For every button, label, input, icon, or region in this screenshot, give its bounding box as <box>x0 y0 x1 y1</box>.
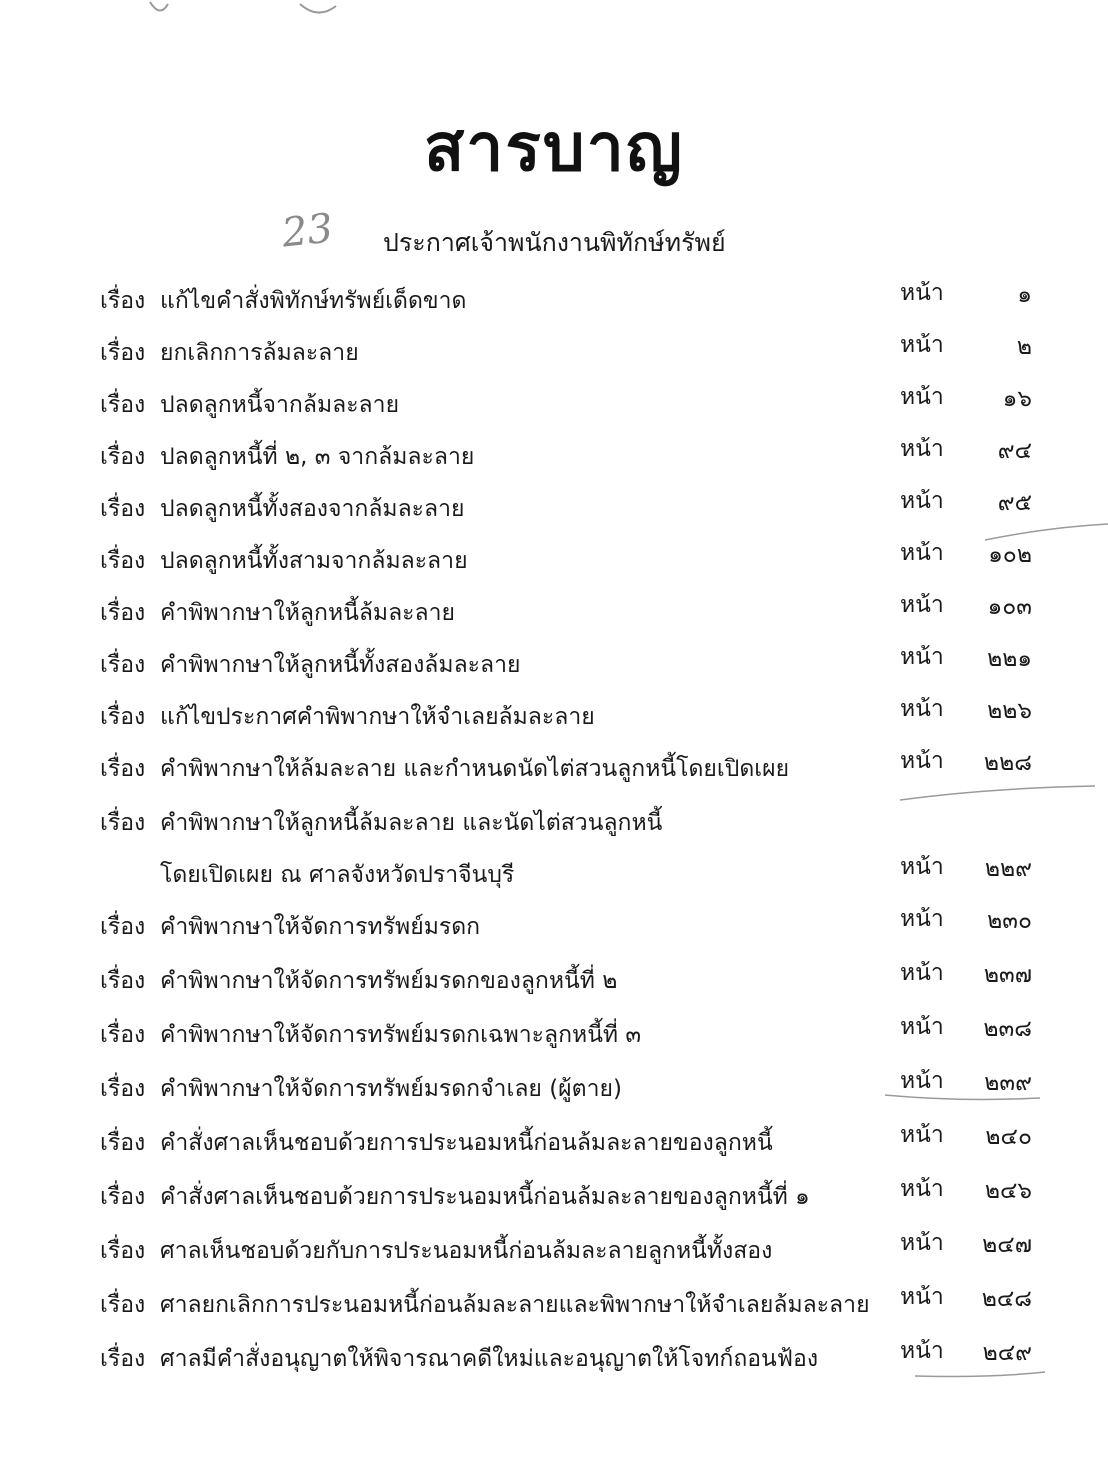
entry-keyword: เรื่อง <box>100 704 146 730</box>
page-label: หน้า <box>900 280 944 306</box>
page-label: หน้า <box>900 748 944 774</box>
entry-keyword: เรื่อง <box>100 1130 146 1156</box>
page-label: หน้า <box>900 1338 944 1364</box>
page-number: ๒๓๗ <box>983 962 1032 988</box>
page-number: ๑๐๓ <box>987 594 1032 620</box>
entry-keyword: เรื่อง <box>100 496 146 522</box>
page-number: ๒ <box>1016 334 1032 360</box>
entry-keyword: เรื่อง <box>100 1076 146 1102</box>
page-number: ๙๕ <box>997 490 1032 516</box>
page-label: หน้า <box>900 1284 944 1310</box>
page-number: ๒๒๘ <box>983 750 1032 776</box>
entry-title: คำสั่งศาลเห็นชอบด้วยการประนอมหนี้ก่อนล้มละลายของลูกหนี้ <box>160 1130 773 1156</box>
entry-title: ยกเลิกการล้มละลาย <box>160 340 359 366</box>
page-number: ๒๒๖ <box>987 698 1032 724</box>
entry-title: คำพิพากษาให้ลูกหนี้ล้มละลาย และนัดไต่สวนลูกหนี้ <box>160 810 663 836</box>
entry-title: คำพิพากษาให้จัดการทรัพย์มรดกเฉพาะลูกหนี้ที่ ๓ <box>160 1022 642 1048</box>
entry-keyword: เรื่อง <box>100 1184 146 1210</box>
page-number: ๒๔๘ <box>981 1286 1032 1312</box>
entry-title: ปลดลูกหนี้ทั้งสองจากล้มละลาย <box>160 496 465 522</box>
entry-title: คำพิพากษาให้ลูกหนี้ล้มละลาย <box>160 600 456 626</box>
entry-title: คำพิพากษาให้ลูกหนี้ทั้งสองล้มละลาย <box>160 652 521 678</box>
pen-stroke <box>915 1372 1045 1377</box>
entry-title: คำสั่งศาลเห็นชอบด้วยการประนอมหนี้ก่อนล้มละลายของลูกหนี้ที่ ๑ <box>160 1184 810 1210</box>
page-title: สารบาญ <box>424 109 684 186</box>
entry-keyword: เรื่อง <box>100 1022 146 1048</box>
entry-keyword: เรื่อง <box>100 968 146 994</box>
page-label: หน้า <box>900 644 944 670</box>
page-label: หน้า <box>900 488 944 514</box>
entry-title: ปลดลูกหนี้จากล้มละลาย <box>160 392 400 418</box>
page-label: หน้า <box>900 1068 944 1094</box>
entry-title: คำพิพากษาให้ล้มละลาย และกำหนดนัดไต่สวนลูกหนี้โดยเปิดเผย <box>160 756 790 782</box>
entry-keyword: เรื่อง <box>100 444 146 470</box>
entry-title: ปลดลูกหนี้ทั้งสามจากล้มละลาย <box>160 548 468 574</box>
pen-stroke <box>150 2 168 11</box>
section-subtitle: ประกาศเจ้าพนักงานพิทักษ์ทรัพย์ <box>383 228 726 257</box>
entry-title: คำพิพากษาให้จัดการทรัพย์มรดก <box>160 914 481 940</box>
page-number: ๒๒๑ <box>987 646 1032 672</box>
page-number: ๑๖ <box>1002 386 1032 412</box>
entry-keyword: เรื่อง <box>100 914 146 940</box>
page-label: หน้า <box>900 592 944 618</box>
page-label: หน้า <box>900 960 944 986</box>
handwritten-number: 23 <box>279 205 336 257</box>
page-number: ๒๔๙ <box>982 1340 1032 1366</box>
entry-keyword: เรื่อง <box>100 756 146 782</box>
pen-stroke <box>900 786 1095 800</box>
page-label: หน้า <box>900 436 944 462</box>
page-label: หน้า <box>900 384 944 410</box>
page-number: ๒๓๐ <box>987 908 1032 934</box>
entry-title: ศาลมีคำสั่งอนุญาตให้พิจารณาคดีใหม่และอนุญาตให้โจทก์ถอนฟ้อง <box>160 1346 819 1372</box>
page-number: ๙๔ <box>997 438 1032 464</box>
page-number: ๒๔๐ <box>985 1124 1032 1150</box>
page-label: หน้า <box>900 854 944 880</box>
page-number: ๒๔๗ <box>982 1232 1032 1258</box>
page-label: หน้า <box>900 1014 944 1040</box>
entry-keyword: เรื่อง <box>100 652 146 678</box>
entry-keyword: เรื่อง <box>100 548 146 574</box>
entry-title: ศาลยกเลิกการประนอมหนี้ก่อนล้มละลายและพิพากษาให้จำเลยล้มละลาย <box>160 1292 870 1318</box>
pen-stroke <box>300 4 336 13</box>
page-label: หน้า <box>900 1230 944 1256</box>
entry-keyword: เรื่อง <box>100 1292 146 1318</box>
entry-keyword: เรื่อง <box>100 392 146 418</box>
entry-title: ปลดลูกหนี้ที่ ๒, ๓ จากล้มละลาย <box>160 444 475 470</box>
entry-title: โดยเปิดเผย ณ ศาลจังหวัดปราจีนบุรี <box>160 862 515 888</box>
page-number: ๒๓๘ <box>983 1016 1032 1042</box>
entry-keyword: เรื่อง <box>100 340 146 366</box>
page-number: ๒๒๙ <box>984 856 1032 882</box>
entry-keyword: เรื่อง <box>100 1346 146 1372</box>
pen-stroke <box>885 1095 1040 1099</box>
entry-title: คำพิพากษาให้จัดการทรัพย์มรดกจำเลย (ผู้ตาย) <box>160 1076 622 1102</box>
pen-stroke <box>985 524 1108 540</box>
page-number: ๑ <box>1017 282 1032 308</box>
page-number: ๒๔๖ <box>984 1178 1032 1204</box>
page-label: หน้า <box>900 906 944 932</box>
page-number: ๒๓๙ <box>984 1070 1032 1096</box>
page-label: หน้า <box>900 1122 944 1148</box>
entry-keyword: เรื่อง <box>100 288 146 314</box>
page-label: หน้า <box>900 540 944 566</box>
entry-keyword: เรื่อง <box>100 810 146 836</box>
entry-keyword: เรื่อง <box>100 1238 146 1264</box>
page-label: หน้า <box>900 332 944 358</box>
page-label: หน้า <box>900 1176 944 1202</box>
entry-title: แก้ไขประกาศคำพิพากษาให้จำเลยล้มละลาย <box>160 704 595 730</box>
entry-keyword: เรื่อง <box>100 600 146 626</box>
page-label: หน้า <box>900 696 944 722</box>
entry-title: คำพิพากษาให้จัดการทรัพย์มรดกของลูกหนี้ที่ ๒ <box>160 968 618 994</box>
entry-title: แก้ไขคำสั่งพิทักษ์ทรัพย์เด็ดขาด <box>160 288 467 314</box>
entry-title: ศาลเห็นชอบด้วยกับการประนอมหนี้ก่อนล้มละลายลูกหนี้ทั้งสอง <box>160 1238 773 1264</box>
page-number: ๑๐๒ <box>988 542 1032 568</box>
